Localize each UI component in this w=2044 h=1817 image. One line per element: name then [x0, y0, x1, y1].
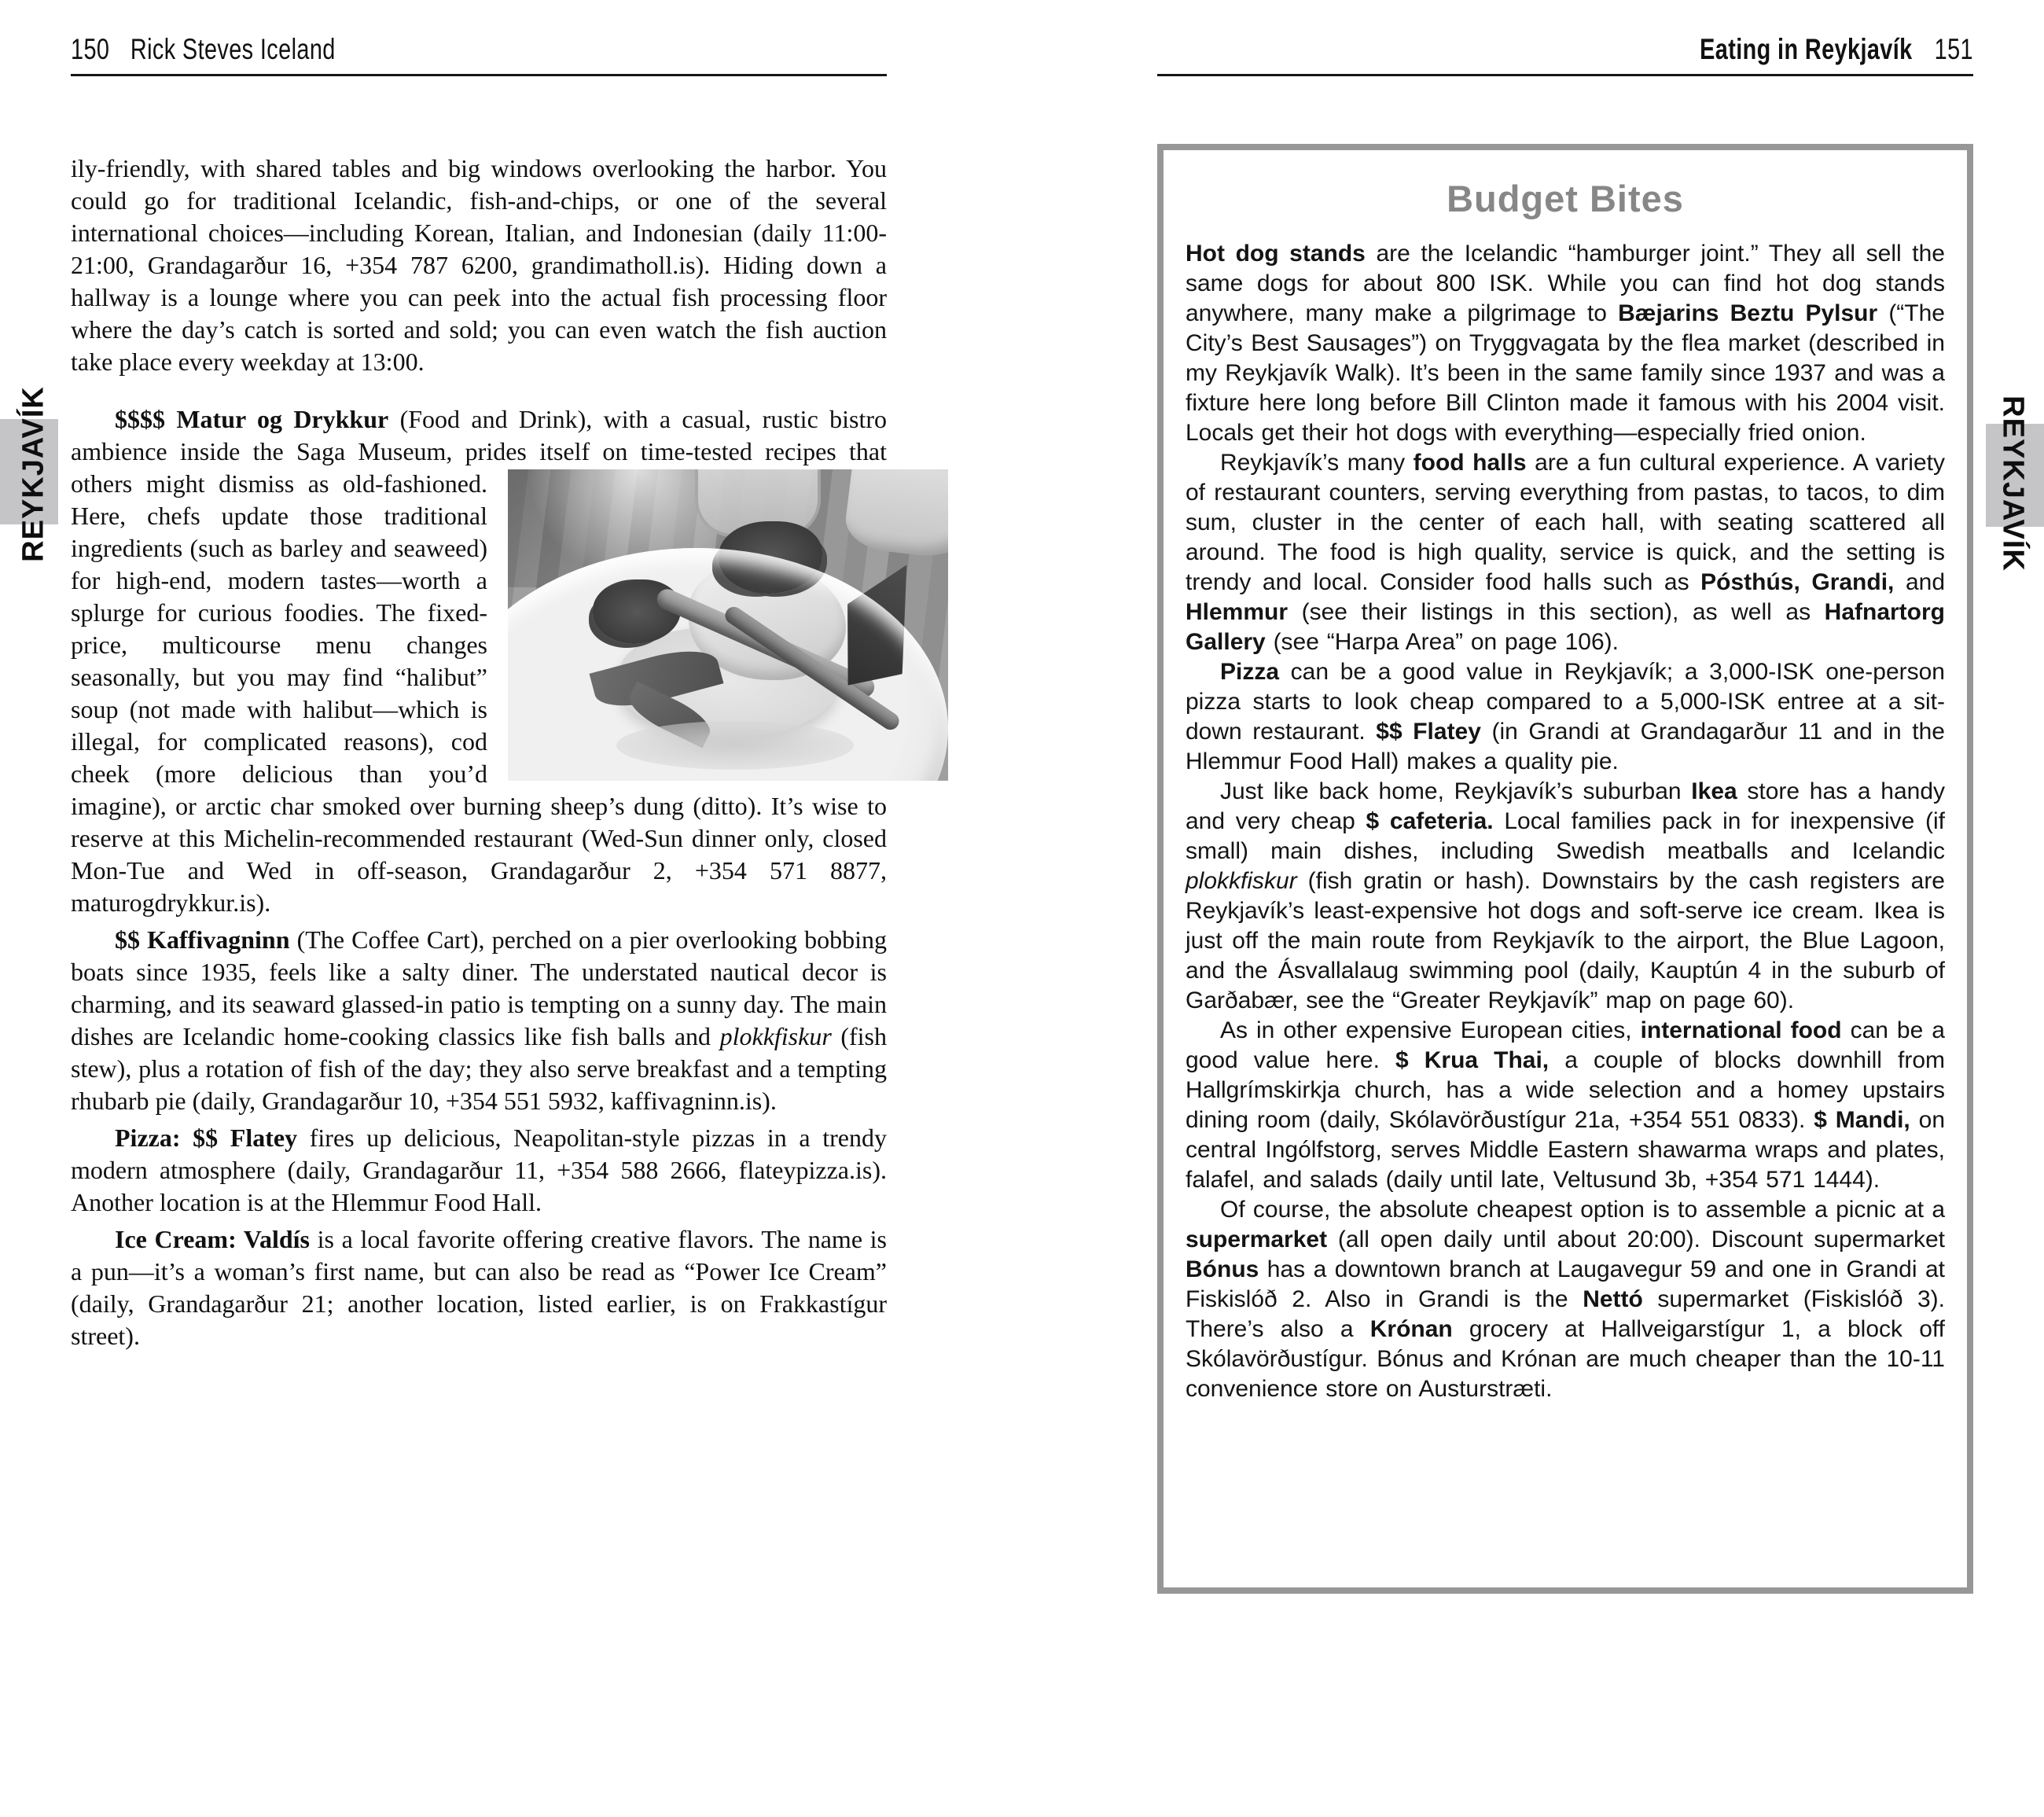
body-text: (in Grandi at Grandagarður 11 and in the Hlemmur Food Hall) makes a quality pie.: [1186, 719, 1945, 774]
bold-text: Krónan: [1369, 1316, 1453, 1342]
body-text: (fish gratin or hash). Downstairs by the cash registers are Reykjavík’s least-expensive hot dogs and soft-serve ice cream. Ikea is just off the main route from Reykjavík to the airport, the Blue Lagoon, and the Ásvallalaug swimming pool (daily, Kauptún 4 in the suburb of Garðabær, see the “Greater Reykjavík” map on page 60).: [1186, 868, 1945, 1013]
body-text: on central Ingólfstorg, serves Middle Eastern shawarma wraps and plates, falafel, and salads (daily until late, Veltusund 3b, +354 571 1444).: [1186, 1107, 1946, 1193]
paragraph: [1186, 1016, 1945, 1195]
body-text: As in other expensive European cities,: [1220, 1017, 1641, 1043]
body-text: Just like back home, Reykjavík’s suburban: [1220, 778, 1692, 804]
bold-text: international food: [1640, 1017, 1842, 1043]
bold-text: $$ Kaffivagninn: [115, 925, 290, 954]
body-text: is a local favorite offering creative flavors. The name is a pun—it’s a woman’s first name, but can also be read as “Power Ice Cream” (daily, Grandagarður 21; another location, listed earlier, is on Frakkastígur street).: [71, 1225, 888, 1350]
body-text: a couple of blocks downhill from Hallgrímskirkja church, has a wide selection and a homey upstairs dining room (daily, Skólavörðustígur 21a, +354 551 0833).: [1186, 1047, 1946, 1133]
body-text: (“The City’s Best Sausages”) on Tryggvagata by the flea market (described in my Reykjavík Walk). It’s been in the same family since 1937 and was a fixture here long before Bill Clinton made it famous with his 2004 visit. Locals get their hot dogs with everything—especially fried onion.: [1186, 300, 1945, 446]
paragraph: [1186, 239, 1945, 448]
bold-text: Pizza: $$ Flatey: [115, 1124, 298, 1152]
right-running-head: [1157, 33, 1973, 66]
body-text: Reykjavík’s many: [1220, 450, 1414, 476]
body-text: are a fun cultural experience. A variety of restaurant counters, serving everything from pastas, to tacos, to dim sum, cluster in the center of each hall, with seating scattered all around. The food is high quality, service is quick, and the setting is trendy and local. Consider food halls such as: [1186, 450, 1945, 595]
body-text: (see “Harpa Area” on page 106).: [1265, 629, 1619, 655]
paragraph: [71, 1223, 887, 1352]
paragraph: [1186, 448, 1945, 657]
body-text: (all open daily until about 20:00). Discount supermarket: [1327, 1227, 1945, 1252]
right-header-rule: [1157, 74, 1973, 76]
paragraph: [71, 1122, 887, 1219]
body-text: has a downtown branch at Laugavegur 59 and one in Grandi at Fiskislóð 2. Also in Grandi is the: [1186, 1256, 1945, 1312]
paragraph: [71, 924, 887, 1117]
food-photo: [508, 469, 948, 781]
body-text: Of course, the absolute cheapest option is to assemble a picnic at a: [1220, 1197, 1945, 1223]
paragraph: [1186, 777, 1945, 1016]
body-text: and: [1894, 569, 1946, 595]
paragraph: [71, 153, 887, 378]
italic-text: plokkfiskur: [1186, 868, 1297, 894]
bold-text: Hafnartorg Gallery: [1186, 599, 1945, 655]
body-text: (see their listings in this section), as well as: [1288, 599, 1825, 625]
body-text: store has a handy and very cheap: [1186, 778, 1946, 834]
body-text: can be a good value here.: [1186, 1017, 1945, 1073]
bold-text: $$$$ Matur og Drykkur: [115, 405, 389, 433]
body-text: fires up delicious, Neapolitan-style pizzas in a trendy modern atmosphere (daily, Grandagarður 11, +354 588 2666, flateypizza.is). Another location is at the Hlemmur Food Hall.: [71, 1124, 888, 1216]
right-header-text: [1700, 33, 1973, 66]
body-text: (Food and Drink), with a casual, rustic bistro ambience inside the Saga Museum, prides itself on: [71, 405, 888, 465]
bold-text: $$ Flatey: [1376, 719, 1481, 745]
page-number-right: 151: [1934, 33, 1973, 65]
bold-text: Pizza: [1220, 659, 1280, 685]
bold-text: supermarket: [1186, 1227, 1328, 1252]
box-title: Budget Bites: [1447, 178, 1684, 219]
body-text: supermarket (Fiskislóð 3). There’s also a: [1186, 1286, 1945, 1342]
left-header-text: [71, 33, 336, 66]
body-text: are the Icelandic “hamburger joint.” They all sell the same dogs for about 800 ISK. While you can find hot dog stands anywhere, many make a pilgrimage to: [1186, 241, 1945, 326]
bold-text: Bónus: [1186, 1256, 1259, 1282]
paragraph: [1186, 1195, 1945, 1404]
bold-text: food halls: [1413, 450, 1527, 476]
bold-text: Hot dog stands: [1186, 241, 1366, 267]
bold-text: $ cafeteria.: [1366, 808, 1494, 834]
page-number-left: 150: [71, 33, 110, 65]
left-running-head: [71, 33, 410, 66]
body-text: can be a good value in Reykjavík; a 3,000-ISK one-person pizza starts to look cheap compared to a 5,000-ISK entree at a sit-down restaurant.: [1186, 659, 1945, 745]
body-text: ily-friendly, with shared tables and big windows overlooking the harbor. You could go for traditional Icelandic, fish-and-chips, or one of the several international choices—including Korean, Italian, and Indonesian (daily 11:00-21:00, Grandagarður 16, +354 787 6200, grandimatholl.is). Hiding down a hallway is a lounge where you can peek into the actual fish processing floor where the day’s catch is sorted and sold; you can even watch the fish auction take place every weekday at 13:00.: [71, 154, 887, 376]
box-text-column: [1186, 239, 1945, 1404]
italic-text: plokkfiskur: [719, 1022, 832, 1050]
left-side-tab-label: REYKJAVÍK: [17, 385, 50, 562]
right-side-tab: [1986, 395, 2044, 572]
left-page-text-column: [71, 153, 887, 1352]
bold-text: $ Krua Thai,: [1395, 1047, 1550, 1073]
bold-text: Pósthús, Grandi,: [1700, 569, 1895, 595]
bold-text: $ Mandi,: [1814, 1107, 1910, 1133]
budget-bites-box: [1157, 144, 1973, 1594]
left-side-tab: [0, 385, 58, 562]
chapter-title: Eating in Reykjavík: [1700, 33, 1913, 65]
bold-text: Ice Cream: Valdís: [115, 1225, 311, 1253]
bold-text: Bæjarins Beztu Pylsur: [1618, 300, 1878, 326]
body-text: (fish stew), plus a rotation of fish of the day; they also serve breakfast and a tempting rhubarb pie (daily, Grandagarður 10, +354 551 5932, kaffivagninn.is).: [71, 1022, 887, 1115]
left-header-rule: [71, 74, 887, 76]
body-text: grocery at Hallveigarstígur 1, a block off Skólavörðustígur. Bónus and Krónan are much cheaper than the 10-11 convenience store on Austurstræti.: [1186, 1316, 1946, 1402]
bold-text: Ikea: [1691, 778, 1737, 804]
right-side-tab-label: REYKJAVÍK: [1996, 395, 2030, 572]
bold-text: Hlemmur: [1186, 599, 1289, 625]
book-title: Rick Steves Iceland: [130, 33, 336, 65]
paragraph: [71, 403, 887, 919]
paragraph: [1186, 657, 1945, 777]
bold-text: Nettó: [1583, 1286, 1643, 1312]
body-text: (The Coffee Cart), perched on a pier overlooking bobbing boats since 1935, feels like a salty diner. The understated nautical decor is charming, and its seaward glassed-in patio is tempting on a sunny day. The main dishes are Icelandic home-cooking classics like fish balls and: [71, 925, 888, 1050]
body-text: Local families pack in for inexpensive (if small) main dishes, including Swedish meatballs and Icelandic: [1186, 808, 1945, 864]
body-text: time-tested recipes that others might dismiss as old-fashioned. Here, chefs update those traditional ingredients (such as barley and seaweed) for high-end, modern tastes—worth a splurge for curious foodies. The fixed-price, multicourse menu changes seasonally, but you may find “halibut” soup (not made with halibut—which is illegal, for complicated reasons), cod cheek (more delicious than you’d imagine), or arctic char smoked over burning sheep’s dung (ditto). It’s wise to reserve at this Michelin-recommended restaurant (Wed-Sun dinner only, closed Mon-Tue and Wed in off-season, Grandagarður 2, +354 571 8877, maturogdrykkur.is).: [71, 437, 888, 917]
